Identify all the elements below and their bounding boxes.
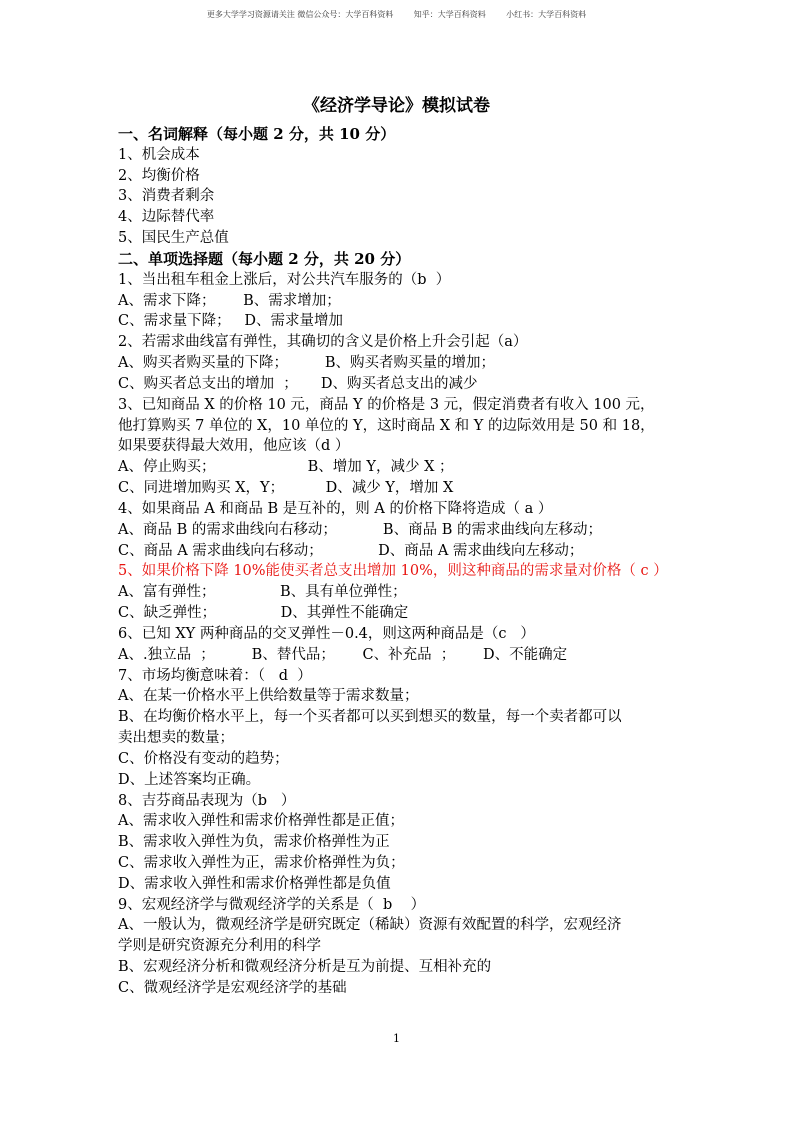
text-line: 3、消费者剩余	[118, 188, 215, 205]
text-line: 卖出想卖的数量；	[118, 730, 234, 747]
text-line: C、价格没有变动的趋势；	[118, 750, 289, 767]
text-line: A、一般认为，微观经济学是研究既定（稀缺）资源有效配置的科学，宏观经济	[118, 917, 622, 934]
text-line: B、需求收入弹性为负，需求价格弹性为正	[118, 834, 390, 851]
text-line: 8、吉芬商品表现为（b ）	[118, 792, 296, 809]
document-body	[118, 124, 688, 999]
text-line: D、需求收入弹性和需求价格弹性都是负值	[118, 875, 391, 892]
text-line: 9、宏观经济学与微观经济学的关系是（ b ）	[118, 896, 426, 913]
text-line: A、.独立品 ； B、替代品； C、补充品 ； D、不能确定	[118, 646, 568, 663]
page-header-note: 更多大学学习资源请关注 微信公众号：大学百科资料 知乎：大学百科资料 小红书：大学百科资料	[206, 10, 587, 19]
text-line: B、在均衡价格水平上，每一个买者都可以买到想买的数量，每一个卖者都可以	[118, 709, 622, 726]
text-line: C、商品 A 需求曲线向右移动； D、商品 A 需求曲线向左移动；	[118, 542, 584, 559]
text-line: A、在某一价格水平上供给数量等于需求数量；	[118, 688, 419, 705]
text-line: C、需求量下降； D、需求量增加	[118, 313, 344, 330]
text-line: 3、已知商品 X 的价格 10 元，商品 Y 的价格是 3 元，假定消费者有收入 100 元，	[118, 396, 655, 413]
text-line: 1、当出租车租金上涨后，对公共汽车服务的（b ）	[118, 271, 451, 288]
text-line: C、购买者总支出的增加 ； D、购买者总支出的减少	[118, 375, 478, 392]
text-line: 7、市场均衡意味着：（ d ）	[118, 667, 312, 684]
text-line: A、富有弹性； B、具有单位弹性；	[118, 584, 407, 601]
text-line: A、需求下降； B、需求增加；	[118, 292, 341, 309]
text-line: B、宏观经济分析和微观经济分析是互为前提、互相补充的	[118, 959, 492, 976]
page-number: 1	[393, 1032, 400, 1045]
text-line: A、商品 B 的需求曲线向右移动； B、商品 B 的需求曲线向左移动；	[118, 521, 602, 538]
text-line: A、停止购买； B、增加 Y，减少 X ；	[118, 459, 454, 476]
text-line: 4、如果商品 A 和商品 B 是互补的，则 A 的价格下降将造成（ a ）	[118, 500, 553, 517]
text-line: 4、边际替代率	[118, 209, 215, 226]
text-line: A、购买者购买量的下降； B、购买者购买量的增加；	[118, 355, 495, 372]
text-line: A、需求收入弹性和需求价格弹性都是正值；	[118, 813, 404, 830]
text-line: 2、均衡价格	[118, 167, 200, 184]
text-line: 他打算购买 7 单位的 X，10 单位的 Y，这时商品 X 和 Y 的边际效用是 50 和 18，	[118, 417, 655, 434]
section-heading: 二、单项选择题（每小题 2 分，共 20 分）	[118, 249, 411, 268]
text-line: 1、机会成本	[118, 146, 200, 163]
text-line: C、需求收入弹性为正，需求价格弹性为负；	[118, 854, 405, 871]
text-line: 5、国民生产总值	[118, 230, 229, 247]
highlighted-question-line: 5、如果价格下降 10%能使买者总支出增加 10%，则这种商品的需求量对价格（ c ）	[118, 563, 668, 580]
text-line: C、缺乏弹性； D、其弹性不能确定	[118, 605, 409, 622]
text-line: 学则是研究资源充分利用的科学	[118, 938, 321, 955]
text-line: 6、已知 XY 两种商品的交叉弹性－0.4，则这两种商品是（c ）	[118, 625, 535, 642]
document-title: 《经济学导论》模拟试卷	[303, 96, 490, 116]
section-heading: 一、名词解释（每小题 2 分，共 10 分）	[118, 125, 396, 143]
text-line: C、同进增加购买 X，Y； D、减少 Y，增加 X	[118, 480, 454, 497]
text-line: C、微观经济学是宏观经济学的基础	[118, 979, 347, 996]
text-line: 如果要获得最大效用，他应该（d ）	[118, 438, 350, 455]
text-line: D、上述答案均正确。	[118, 771, 261, 788]
text-line: 2、若需求曲线富有弹性，其确切的含义是价格上升会引起（a）	[118, 334, 528, 351]
